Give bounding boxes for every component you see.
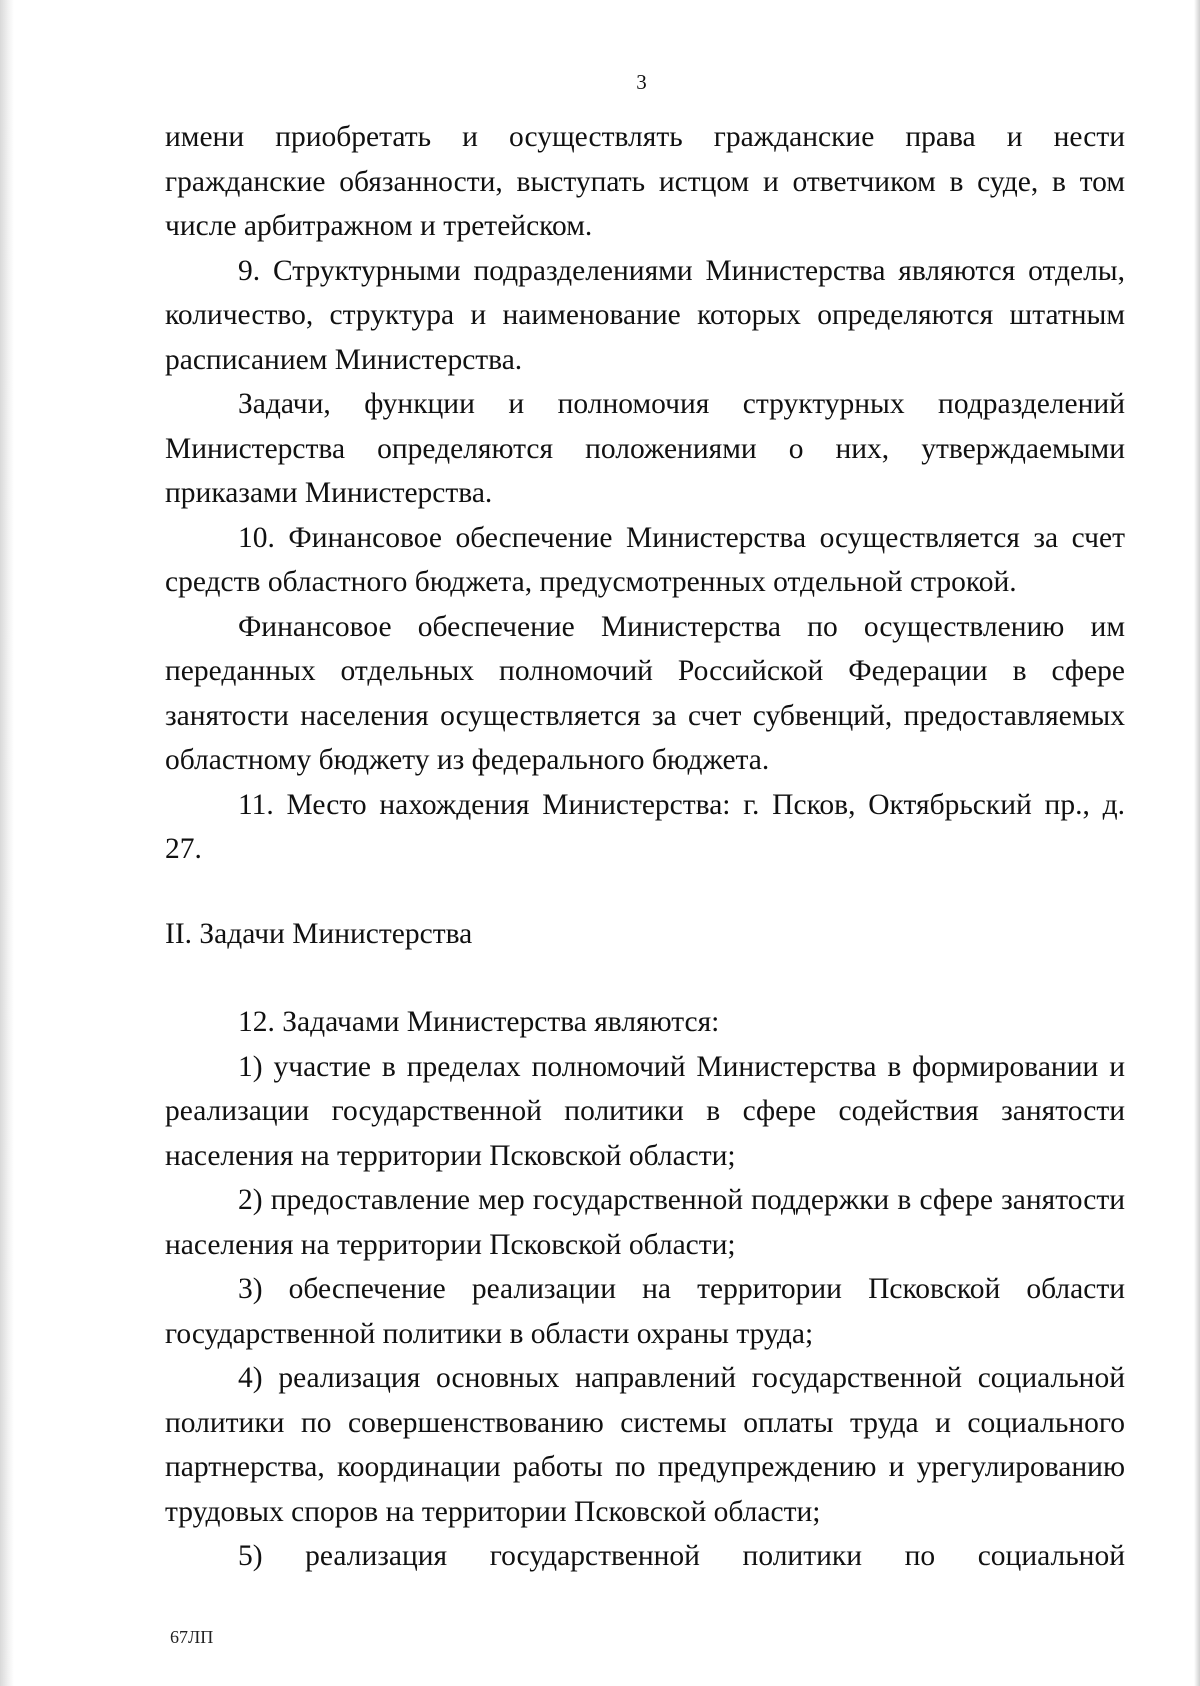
paragraph-continuation: имени приобретать и осуществлять гражданские права и нести гражданские обязанности, выступать истцом и ответчиком в суде, в том числе арбитражном и третейском. [165, 121, 1125, 242]
paragraph-item-12: 12. Задачами Министерства являются: [238, 1006, 720, 1038]
paragraph-item-11: 11. Место нахождения Министерства: г. Псков, Октябрьский пр., д. 27. [165, 788, 1125, 865]
paragraph-item-9: 9. Структурными подразделениями Министерства являются отделы, количество, структура и наименование которых определяются штатным расписанием Министерства. [165, 254, 1125, 376]
paragraph-tasks-functions: Задачи, функции и полномочия структурных подразделений Министерства определяются положениями о них, утверждаемыми приказами Министерства. [165, 388, 1125, 509]
list-item-3: 3) обеспечение реализации на территории Псковской области государственной политики в области охраны труда; [165, 1273, 1125, 1350]
paragraph-item-10: 10. Финансовое обеспечение Министерства осуществляется за счет средств областного бюджета, предусмотренных отдельной строкой. [165, 521, 1125, 598]
paragraph-financing: Финансовое обеспечение Министерства по осуществлению им переданных отдельных полномочий Российской Федерации в сфере занятости населения осуществляется за счет субвенций, предоставляемых областному бюджету из федерального бюджета. [165, 610, 1125, 776]
footer-code: 67ЛП [170, 1627, 214, 1647]
list-item-4: 4) реализация основных направлений государственной социальной политики по совершенствованию системы оплаты труда и социального партнерства, координации работы по предупреждению и урегулированию трудовых споров на территории Псковской области; [165, 1362, 1125, 1528]
document-body [165, 115, 1125, 1579]
list-item-1: 1) участие в пределах полномочий Министерства в формировании и реализации государственной политики в сфере содействия занятости населения на территории Псковской области; [165, 1050, 1125, 1172]
section-heading: II. Задачи Министерства [165, 917, 473, 950]
scan-edge-left [0, 0, 14, 1686]
page-number: 3 [636, 70, 647, 94]
scan-edge-right [1194, 0, 1200, 1686]
list-item-5: 5) реализация государственной политики по социальной [238, 1540, 1125, 1572]
list-item-2: 2) предоставление мер государственной поддержки в сфере занятости населения на территории Псковской области; [165, 1184, 1125, 1261]
